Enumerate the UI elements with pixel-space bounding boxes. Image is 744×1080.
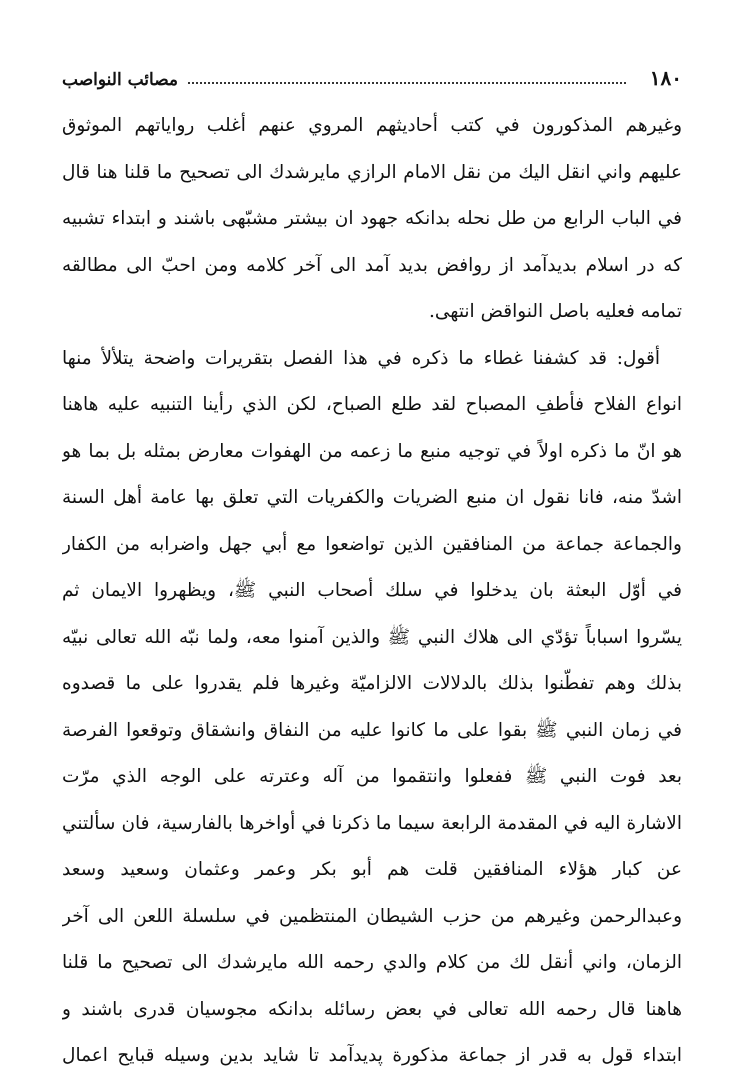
text-line: الزمان، واني أنقل لك من كلام والدي رحمه الله مايرشدك الى تصحيح ما قلنا bbox=[62, 952, 682, 973]
header-dotted-leader bbox=[188, 81, 626, 84]
text-line: بذلك وهم تفطّنوا بذلك بالدلالات الالزاميّة وغيرها فلم يقدروا على ما قصدوه bbox=[62, 673, 682, 694]
book-title: مصائب النواصب bbox=[62, 70, 179, 90]
text-line: ابتداء قول به قدر از جماعة مذكورة پديدآمد تا شايد بدين وسيله قبايح اعمال bbox=[62, 1045, 682, 1066]
text-line: عليهم واني انقل اليك من نقل الامام الرازي مايرشدك الى تصحيح ما قلنا هنا قال bbox=[62, 161, 682, 183]
body-text bbox=[62, 103, 682, 1080]
text-line: وعبدالرحمن وغيرهم من حزب الشيطان المنتظمين في سلسلة اللعن الى آخر bbox=[62, 905, 682, 927]
text-line: هو انّ ما ذكره اولاً في توجيه منبع ما زعمه من الهفوات معارض بمثله بل بما هو bbox=[62, 440, 682, 462]
text-line: في أوّل البعثة بان يدخلوا في سلك أصحاب النبي ﷺ، ويظهروا الايمان ثم bbox=[62, 580, 682, 601]
text-line: الاشارة اليه في المقدمة الرابعة سيما ما ذكرنا في أواخرها بالفارسية، فان سألتني bbox=[62, 812, 682, 834]
text-line: في الباب الرابع من طل نحله بدانكه جهود ان بيشتر مشبّهى باشند و ابتداء تشبيه bbox=[62, 208, 682, 229]
text-line: عن كبار هؤلاء المنافقين قلت هم أبو بكر وعمر وعثمان وسعيد وسعد bbox=[62, 859, 682, 880]
text-line: اشدّ منه، فانا نقول ان منبع الضريات والكفريات التي تعلق بها عامة أهل السنة bbox=[62, 487, 682, 508]
text-line-paragraph-start: أقول: قد كشفنا غطاء ما ذكره في هذا الفصل بتقريرات واضحة يتلألأ منها bbox=[62, 347, 660, 369]
text-line: هاهنا قال رحمه الله تعالى في بعض رسائله بدانكه مجوسيان قدرى باشند و bbox=[62, 998, 682, 1020]
text-line: بعد فوت النبي ﷺ ففعلوا وانتقموا من آله وعترته على الوجه الذي مرّت bbox=[62, 766, 682, 787]
text-line: يسّروا اسباباً تؤدّي الى هلاك النبي ﷺ والذين آمنوا معه، ولما نبّه الله تعالى نبيّه bbox=[62, 626, 682, 648]
text-line: وغيرهم المذكورون في كتب أحاديثهم المروي عنهم أغلب رواياتهم الموثوق bbox=[62, 115, 682, 136]
text-line-paragraph-end: تمامه فعليه باصل النواقض انتهى. bbox=[429, 301, 682, 322]
text-line: كه در اسلام بديدآمد از روافض بديد آمد الى آخر كلامه ومن احبّ الى مطالقه bbox=[62, 254, 682, 276]
page-number: ١٨٠ bbox=[649, 66, 682, 90]
text-line: انواع الفلاح فأطفِ المصباح لقد طلع الصباح، لكن الذي رأينا التنبيه عليه هاهنا bbox=[62, 394, 682, 415]
text-line: في زمان النبي ﷺ بقوا على ما كانوا عليه من النفاق وانشقاق وتوقعوا الفرصة bbox=[62, 719, 682, 741]
running-header bbox=[62, 62, 682, 90]
text-line: والجماعة جماعة من المنافقين الذين تواضعوا مع أبي جهل واضرابه من الكفار bbox=[62, 533, 682, 555]
